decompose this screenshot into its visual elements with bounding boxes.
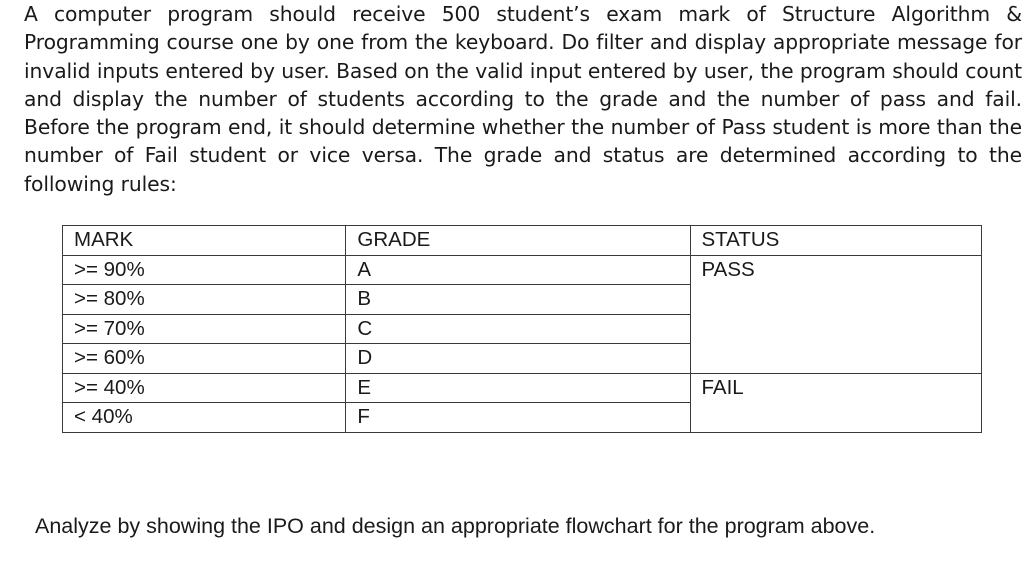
mark-cell: >= 80%: [63, 285, 346, 315]
grade-cell: A: [346, 255, 690, 285]
grade-cell: C: [346, 314, 690, 344]
grade-cell: E: [346, 373, 690, 403]
header-status: STATUS: [690, 226, 982, 256]
grade-rules-table: [62, 225, 982, 433]
table-row: [63, 255, 982, 285]
instruction-text: Analyze by showing the IPO and design an appropriate flowchart for the program above.: [35, 514, 876, 538]
status-pass-cell: PASS: [690, 255, 982, 373]
status-fail-cell: FAIL: [690, 373, 982, 432]
mark-cell: >= 70%: [63, 314, 346, 344]
mark-cell: >= 90%: [63, 255, 346, 285]
mark-cell: >= 40%: [63, 373, 346, 403]
table-row: [63, 373, 982, 403]
header-grade: GRADE: [346, 226, 690, 256]
mark-cell: < 40%: [63, 403, 346, 433]
question-paragraph: A computer program should receive 500 student’s exam mark of Structure Algorithm & Programming course one by one from the keyboard. Do filter and display appropriate message for invalid inputs entered by user. Based on the valid input entered by user, the program should count and display the number of students according to the grade and the number of pass and fail. Before the program end, it should determine whether the number of Pass student is more than the number of Fail student or vice versa. The grade and status are determined according to the following rules:: [24, 2, 1022, 196]
grade-cell: D: [346, 344, 690, 374]
table-header-row: [63, 226, 982, 256]
mark-cell: >= 60%: [63, 344, 346, 374]
grade-cell: F: [346, 403, 690, 433]
grade-cell: B: [346, 285, 690, 315]
header-mark: MARK: [63, 226, 346, 256]
